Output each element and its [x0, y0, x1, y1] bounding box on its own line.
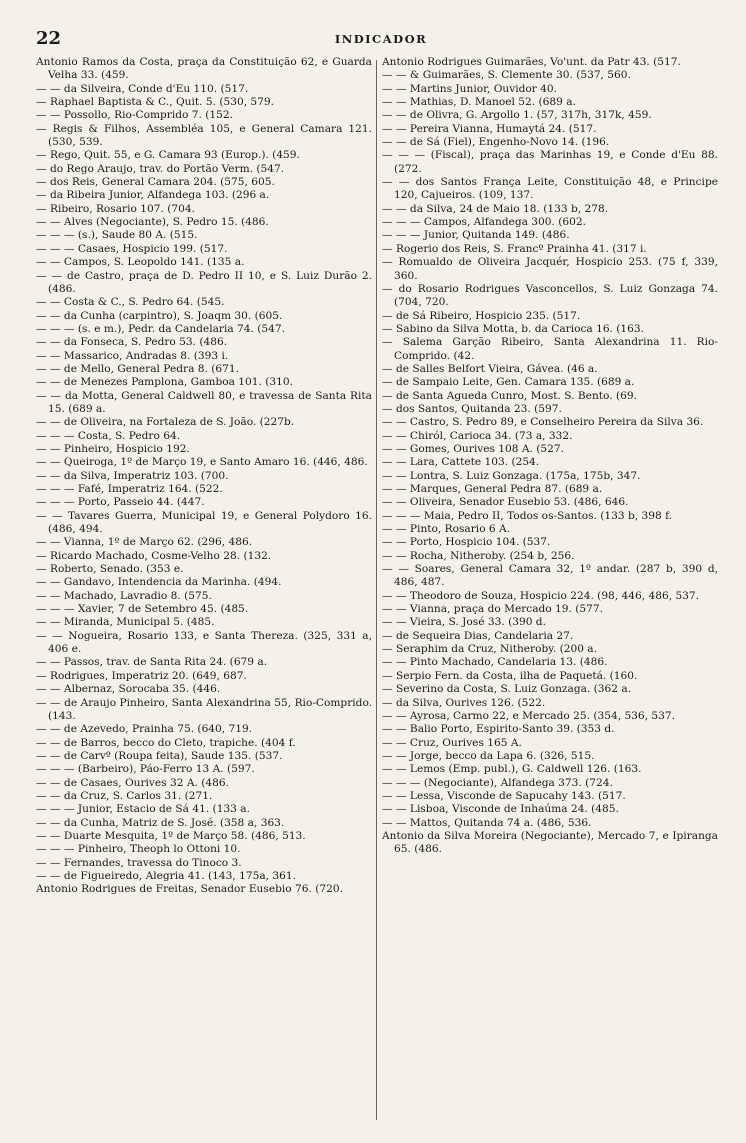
directory-entry: — — & Guimarães, S. Clemente 30. (537, 560.	[382, 69, 631, 82]
directory-entry: — — Duarte Mesquita, 1º de Março 58. (486, 513.	[36, 829, 306, 842]
directory-entry: — Roberto, Senado. (353 e.	[36, 563, 184, 576]
directory-entry: — Ricardo Machado, Cosme-Velho 28. (132.	[36, 549, 272, 562]
directory-entry: — — — Casaes, Hospicio 199. (517.	[36, 242, 228, 255]
directory-entry: — Seraphim da Cruz, Nitheroby. (200 a.	[382, 643, 597, 656]
directory-entry: — — — (Negociante), Alfandega 373. (724.	[382, 776, 613, 789]
directory-entry: — — Machado, Lavradio 8. (575.	[36, 589, 212, 602]
directory-entry: — — de Sá (Fiel), Engenho-Novo 14. (196.	[382, 136, 610, 149]
page-header	[36, 28, 726, 52]
directory-entry: — — Oliveira, Senador Eusebio 53. (486, 646.	[382, 496, 629, 509]
directory-entry: — — Jorge, becco da Lapa 6. (326, 515.	[382, 749, 595, 762]
directory-entry: — — — Campos, Alfandega 300. (602.	[382, 216, 586, 229]
directory-entry: — Salema Garção Ribeiro, Santa Alexandrina 11. Rio-Comprido. (42.	[382, 336, 718, 362]
directory-entry: Antonio Rodrigues Guimarães, Vo'unt. da Patr 43. (517.	[382, 56, 681, 68]
directory-entry: — de Sampaio Leite, Gen. Camara 135. (689 a.	[382, 376, 635, 389]
directory-entry: Antonio da Silva Moreira (Negociante), Mercado 7, e Ipiranga 65. (486.	[382, 829, 718, 856]
directory-entry: — Ribeiro, Rosario 107. (704.	[36, 202, 195, 215]
running-title: INDICADOR	[334, 32, 428, 46]
directory-entry: — — Vianna, praça do Mercado 19. (577.	[382, 603, 603, 616]
directory-entry: — Sabino da Silva Motta, b. da Carioca 16. (163.	[382, 322, 645, 335]
directory-entry: — — Mathias, D. Manoel 52. (689 a.	[382, 96, 576, 109]
directory-entry: — — Massarico, Andradas 8. (393 i.	[36, 349, 229, 362]
directory-entry: — de Santa Agueda Cunro, Most. S. Bento. (69.	[382, 389, 637, 402]
directory-entry: — da Silva, Ourives 126. (522.	[382, 696, 546, 709]
directory-entry: — — Passos, trav. de Santa Rita 24. (679 a.	[36, 656, 268, 669]
directory-entry: — — da Cunha (carpintro), S. Joaqm 30. (605.	[36, 309, 283, 322]
directory-entry: — — de Oliveira, na Fortaleza de S. João. (227b.	[36, 416, 295, 429]
directory-entry: — — Lemos (Emp. publ.), G. Caldwell 126. (163.	[382, 763, 642, 776]
directory-entry: — — Tavares Guerra, Municipal 19, e General Polydoro 16. (486, 494.	[36, 509, 372, 536]
directory-entry: — — Soares, General Camara 32, 1º andar. (287 b, 390 d, 486, 487.	[382, 563, 718, 589]
directory-entry: — — Castro, S. Pedro 89, e Conselheiro Pereira da Silva 36.	[382, 416, 704, 429]
directory-columns	[36, 56, 726, 1126]
directory-entry: — — Gandavo, Intendencia da Marinha. (494.	[36, 576, 282, 589]
directory-entry: — — Gomes, Ourives 108 A. (527.	[382, 442, 564, 455]
directory-entry: — — de Castro, praça de D. Pedro II 10, e S. Luiz Durão 2. (486.	[36, 269, 372, 295]
directory-entry: — do Rego Araujo, trav. do Portão Verm. (547.	[36, 162, 285, 175]
directory-entry: — — Cruz, Ourives 165 A.	[382, 736, 522, 749]
directory-entry: — — — (Fiscal), praça das Marinhas 19, e Conde d'Eu 88. (272.	[382, 149, 718, 175]
directory-entry: — — da Cruz, S. Carlos 31. (271.	[36, 789, 213, 802]
directory-entry: Antonio Rodrigues de Freitas, Senador Eusebio 76. (720.	[36, 883, 343, 896]
directory-entry: — — de Azevedo, Prainha 75. (640, 719.	[36, 723, 253, 736]
directory-entry: — — de Casaes, Ourives 32 A. (486.	[36, 776, 229, 789]
directory-entry: — — Porto, Hospicio 104. (537.	[382, 536, 551, 549]
directory-entry: — — Marques, General Pedra 87. (689 a.	[382, 483, 603, 495]
directory-entry: — — Pinheiro, Hospicio 192.	[36, 442, 190, 455]
directory-entry: — — de Carvº (Roupa feita), Saude 135. (537.	[36, 749, 283, 762]
directory-entry: — — Balio Porto, Espirito-Santo 39. (353 d.	[382, 723, 615, 736]
directory-entry: — — da Cunha, Matriz de S. José. (358 a, 363.	[36, 816, 285, 829]
directory-entry: — do Rosario Rodrigues Vasconcellos, S. Luiz Gonzaga 74. (704, 720.	[382, 282, 718, 309]
directory-entry: — — Lisboa, Visconde de Inhaúma 24. (485.	[382, 803, 619, 816]
directory-entry: — — Possollo, Rio-Comprido 7. (152.	[36, 109, 233, 122]
directory-entry: — — Vieira, S. José 33. (390 d.	[382, 616, 546, 629]
directory-entry: — Severino da Costa, S. Luiz Gonzaga. (362 a.	[382, 683, 632, 696]
directory-entry: — — da Motta, General Caldwell 80, e travessa de Santa Rita 15. (689 a.	[36, 389, 372, 415]
directory-entry: — — Mattos, Quitanda 74 a. (486, 536.	[382, 816, 592, 829]
directory-entry: — — Queiroga, 1º de Março 19, e Santo Amaro 16. (446, 486.	[36, 456, 368, 469]
directory-entry: — — de Olivra, G. Argollo 1. (57, 317h, 317k, 459.	[382, 109, 652, 122]
directory-entry: — — Albernaz, Sorocaba 35. (446.	[36, 683, 221, 696]
directory-entry: — Serpio Fern. da Costa, ilha de Paquetá. (160.	[382, 669, 638, 682]
directory-entry: — — — Junior, Estacio de Sá 41. (133 a.	[36, 803, 250, 816]
directory-entry: — — Alves (Negociante), S. Pedro 15. (486.	[36, 216, 269, 229]
directory-entry: — da Ribeira Junior, Alfandega 103. (296 a.	[36, 189, 270, 202]
directory-entry: — — Pinto, Rosario 6 A.	[382, 523, 511, 536]
directory-entry: — — Theodoro de Souza, Hospicio 224. (98, 446, 486, 537.	[382, 589, 700, 602]
directory-entry: — — Chiról, Carioca 34. (73 a, 332.	[382, 429, 573, 442]
directory-entry: — — Campos, S. Leopoldo 141. (135 a.	[36, 256, 245, 269]
directory-entry: — — — (Barbeiro), Páo-Ferro 13 A. (597.	[36, 763, 255, 776]
directory-entry: — Romualdo de Oliveira Jacquér, Hospicio 253. (75 f, 339, 360.	[382, 256, 718, 282]
directory-entry: — — Ayrosa, Carmo 22, e Mercado 25. (354, 536, 537.	[382, 709, 675, 722]
directory-entry: — Rogerio dos Reis, S. Francº Prainha 41. (317 i.	[382, 242, 647, 255]
directory-entry: — Regis & Filhos, Assembléa 105, e General Camara 121. (530, 539.	[36, 122, 372, 149]
directory-entry: — Rego, Quit. 55, e G. Camara 93 (Europ.). (459.	[36, 149, 300, 162]
directory-entry: — — — (s.), Saude 80 A. (515.	[36, 229, 198, 242]
directory-entry: — — Vianna, 1º de Março 62. (296, 486.	[36, 536, 253, 549]
directory-entry: — — de Figueiredo, Alegria 41. (143, 175a, 361.	[36, 869, 296, 882]
directory-entry: — — Pinto Machado, Candelaria 13. (486.	[382, 656, 608, 669]
directory-entry: — de Sequeira Dias, Candelaria 27.	[382, 629, 574, 642]
directory-entry: — — Rocha, Nitheroby. (254 b, 256.	[382, 549, 575, 562]
directory-entry: — Raphael Baptista & C., Quit. 5. (530, 579.	[36, 96, 275, 109]
directory-entry: — — Nogueira, Rosario 133, e Santa Thereza. (325, 331 a, 406 e.	[36, 629, 372, 656]
directory-entry: — — Lara, Cattete 103. (254.	[382, 456, 540, 469]
column-divider	[376, 60, 377, 1120]
directory-entry: — — Lontra, S. Luiz Gonzaga. (175a, 175b, 347.	[382, 469, 641, 482]
directory-entry: — — de Barros, becco do Cleto, trapiche. (404 f.	[36, 736, 296, 749]
directory-entry: — de Salles Belfort Vieira, Gávea. (46 a.	[382, 362, 598, 375]
left-column	[36, 56, 372, 897]
directory-entry: — — de Mello, General Pedra 8. (671.	[36, 362, 239, 375]
directory-entry: — dos Santos, Quitanda 23. (597.	[382, 402, 562, 415]
directory-entry: — — — Fafé, Imperatriz 164. (522.	[36, 483, 223, 495]
directory-entry: — — — Porto, Passeio 44. (447.	[36, 496, 205, 509]
directory-entry: — — Costa & C., S. Pedro 64. (545.	[36, 296, 225, 309]
directory-entry: — Rodrigues, Imperatriz 20. (649, 687.	[36, 669, 247, 682]
directory-entry: — — dos Santos França Leite, Constituição 48, e Principe 120, Cajueiros. (109, 137.	[382, 176, 718, 202]
directory-entry: — — — Xavier, 7 de Setembro 45. (485.	[36, 603, 249, 616]
right-column	[382, 56, 718, 857]
directory-entry: — — — Pinheiro, Theoph lo Ottoni 10.	[36, 843, 241, 856]
directory-entry: — de Sá Ribeiro, Hospicio 235. (517.	[382, 309, 581, 322]
directory-entry: — — Lessa, Visconde de Sapucahy 143. (517.	[382, 789, 626, 802]
directory-entry: — — de Araujo Pinheiro, Santa Alexandrina 55, Rio-Comprido. (143.	[36, 696, 372, 722]
directory-entry: — — Martins Junior, Ouvidor 40.	[382, 82, 558, 95]
directory-entry: — dos Reis, General Camara 204. (575, 605.	[36, 176, 275, 189]
directory-entry: — — — Junior, Quitanda 149. (486.	[382, 229, 570, 242]
page-number: 22	[36, 28, 62, 49]
directory-entry: — — — Costa, S. Pedro 64.	[36, 429, 181, 442]
directory-entry: — — Miranda, Municipal 5. (485.	[36, 616, 215, 629]
directory-entry: — — da Fonseca, S. Pedro 53. (486.	[36, 336, 228, 349]
directory-entry: — — Pereira Vianna, Humaytá 24. (517.	[382, 122, 597, 135]
directory-entry: — — Fernandes, travessa do Tinoco 3.	[36, 856, 242, 869]
directory-entry: Antonio Ramos da Costa, praça da Constituição 62, e Guarda Velha 33. (459.	[36, 56, 372, 82]
directory-entry: — — — Maia, Pedro II, Todos os-Santos. (133 b, 398 f.	[382, 509, 673, 522]
directory-entry: — — de Menezes Pamplona, Gamboa 101. (310.	[36, 376, 293, 389]
directory-entry: — — da Silveira, Conde d'Eu 110. (517.	[36, 82, 249, 95]
directory-entry: — — da Silva, 24 de Maio 18. (133 b, 278.	[382, 202, 609, 215]
directory-entry: — — — (s. e m.), Pedr. da Candelaria 74. (547.	[36, 322, 285, 335]
directory-entry: — — da Silva, Imperatriz 103. (700.	[36, 469, 229, 482]
